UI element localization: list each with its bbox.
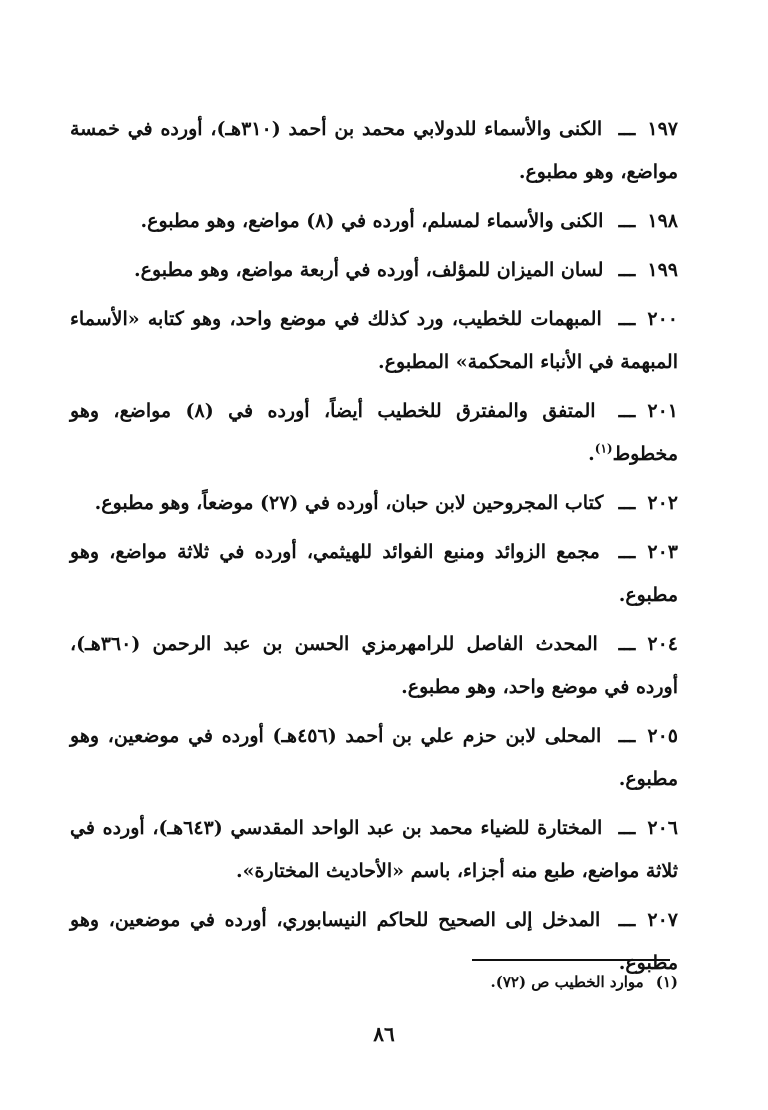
footnote-number: (١): [655, 973, 678, 991]
entry-dash: ـــ: [618, 633, 636, 655]
entry-number: ٢٠٧: [647, 909, 678, 931]
entry-dash: ـــ: [618, 118, 636, 140]
entry-text: المحدث الفاصل للرامهرمزي الحسن بن عبد الرحمن (٣٦٠هـ)، أورده في موضع واحد، وهو مطبوع.: [70, 633, 678, 698]
entry-text: المتفق والمفترق للخطيب أيضاً، أورده في (٨) مواضع، وهو مخطوط: [70, 400, 678, 465]
entry-dash: ـــ: [618, 400, 636, 422]
list-item: [70, 482, 678, 525]
footnote-reference[interactable]: (١): [594, 441, 613, 456]
entry-dash: ـــ: [618, 909, 636, 931]
entry-number: ٢٠٢: [647, 492, 678, 514]
entry-number: ٢٠١: [647, 400, 679, 422]
footnote: [200, 970, 678, 994]
footnote-divider: [472, 959, 670, 961]
entry-number: ١٩٧: [647, 118, 678, 140]
entry-dash: ـــ: [618, 210, 636, 232]
entry-number: ٢٠٣: [647, 541, 678, 563]
entry-number: ١٩٨: [647, 210, 678, 232]
entry-text-end: .: [588, 443, 595, 465]
page-number: ٨٦: [373, 1022, 395, 1046]
entry-number: ١٩٩: [647, 259, 678, 281]
entry-dash: ـــ: [618, 259, 636, 281]
list-item: [70, 298, 678, 384]
entry-dash: ـــ: [618, 541, 636, 563]
entry-dash: ـــ: [618, 308, 636, 330]
entry-text: الكنى والأسماء لمسلم، أورده في (٨) مواضع، وهو مطبوع.: [140, 210, 604, 232]
entry-number: ٢٠٦: [647, 817, 678, 839]
entry-text: لسان الميزان للمؤلف، أورده في أربعة مواضع، وهو مطبوع.: [134, 259, 604, 281]
footnote-text: موارد الخطيب ص (٧٢).: [490, 973, 644, 991]
entry-number: ٢٠٥: [647, 725, 678, 747]
entry-number: ٢٠٠: [647, 308, 678, 330]
entry-text: المبهمات للخطيب، ورد كذلك في موضع واحد، وهو كتابه «الأسماء المبهمة في الأنباء المحكمة» المطبوع.: [70, 308, 678, 373]
entry-dash: ـــ: [618, 817, 636, 839]
list-item: [70, 249, 678, 292]
list-item: [70, 390, 678, 476]
entry-text: المختارة للضياء محمد بن عبد الواحد المقدسي (٦٤٣هـ)، أورده في ثلاثة مواضع، طبع منه أجزاء، باسم «الأحاديث المختارة».: [70, 817, 678, 882]
entry-text: كتاب المجروحين لابن حبان، أورده في (٢٧) موضعاً، وهو مطبوع.: [94, 492, 604, 514]
list-item: [70, 200, 678, 243]
entry-dash: ـــ: [618, 492, 636, 514]
list-item: [70, 108, 678, 194]
list-item: [70, 623, 678, 709]
entry-dash: ـــ: [618, 725, 636, 747]
entry-text: الكنى والأسماء للدولابي محمد بن أحمد (٣١٠هـ)، أورده في خمسة مواضع، وهو مطبوع.: [70, 118, 678, 183]
entry-number: ٢٠٤: [647, 633, 678, 655]
list-item: [70, 807, 678, 893]
entry-text: المحلى لابن حزم علي بن أحمد (٤٥٦هـ) أورده في موضعين، وهو مطبوع.: [70, 725, 678, 790]
list-item: [70, 715, 678, 801]
entry-text: مجمع الزوائد ومنبع الفوائد للهيثمي، أورده في ثلاثة مواضع، وهو مطبوع.: [70, 541, 678, 606]
entry-text: المدخل إلى الصحيح للحاكم النيسابوري، أورده في موضعين، وهو مطبوع.: [70, 909, 678, 974]
list-item: [70, 531, 678, 617]
entries-list: [70, 108, 678, 991]
